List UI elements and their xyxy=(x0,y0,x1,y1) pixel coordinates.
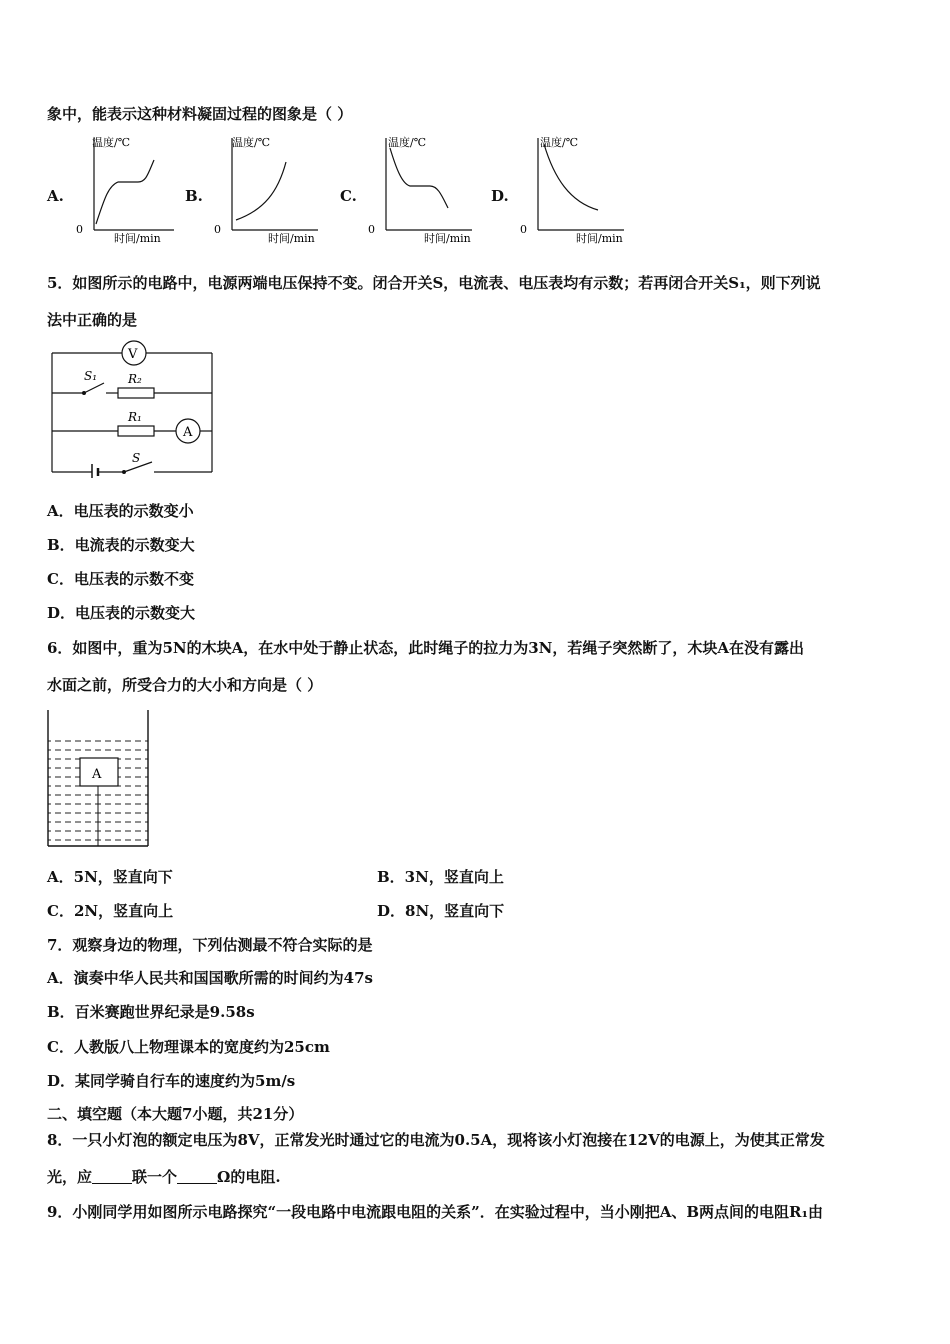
s1-label: S₁ xyxy=(84,369,98,383)
q7-option-b: B．百米赛跑世界纪录是9.58s xyxy=(47,1003,255,1021)
q9-stem-line1: 9．小刚同学用如图所示电路探究“一段电路中电流跟电阻的关系”．在实验过程中，当小刚把A、B两点间的电阻R₁由 xyxy=(47,1203,824,1221)
ammeter-label: A xyxy=(183,425,193,440)
q4-graph-c xyxy=(366,132,478,244)
q8-stem-line2 xyxy=(47,1166,281,1187)
graph-c-curve xyxy=(390,148,448,208)
graph-d-curve xyxy=(544,144,598,210)
q6-option-c: C．2N，竖直向上 xyxy=(47,902,174,920)
q7-stem: 7．观察身边的物理，下列估测最不符合实际的是 xyxy=(47,936,373,954)
q6-stem-line2: 水面之前，所受合力的大小和方向是（ ） xyxy=(47,676,323,694)
graph-c-xlabel: 时间/min xyxy=(424,232,471,244)
q5-stem-line2: 法中正确的是 xyxy=(47,311,138,329)
q5-stem-line1: 5．如图所示的电路中，电源两端电压保持不变。闭合开关S，电流表、电压表均有示数；若再闭合开关S₁，则下列说 xyxy=(47,274,821,292)
q6-stem-line1: 6．如图中，重为5N的木块A，在水中处于静止状态，此时绳子的拉力为3N，若绳子突然断了，木块A在没有露出 xyxy=(47,639,805,657)
r1-label: R₁ xyxy=(128,410,142,424)
q5-option-b: B．电流表的示数变大 xyxy=(47,536,195,554)
graph-c-origin: 0 xyxy=(368,223,375,236)
q4-option-a-label: A. xyxy=(47,187,64,205)
graph-d-origin: 0 xyxy=(520,223,527,236)
graph-a-curve xyxy=(96,160,154,224)
q8-blank-2[interactable] xyxy=(177,1169,217,1184)
q6-option-a: A．5N，竖直向下 xyxy=(47,868,173,886)
resistor-r2 xyxy=(118,388,154,398)
q4-option-b-label: B. xyxy=(185,187,203,205)
q4-option-c-label: C. xyxy=(340,187,357,205)
q8-stem-line1: 8．一只小灯泡的额定电压为8V，正常发光时通过它的电流为0.5A，现将该小灯泡接在12V的电源上，为使其正常发 xyxy=(47,1131,825,1149)
graph-d-ylabel: 温度/℃ xyxy=(540,136,579,149)
block-a-label: A xyxy=(92,767,102,782)
voltmeter-label: V xyxy=(128,347,138,362)
q5-circuit-diagram xyxy=(40,338,225,478)
r2-label: R₂ xyxy=(128,372,142,386)
q4-graph-d xyxy=(518,132,630,244)
q8-text-part1: 光，应 xyxy=(47,1168,93,1186)
graph-c-ylabel: 温度/℃ xyxy=(388,136,427,149)
q8-blank-1[interactable] xyxy=(92,1169,132,1184)
graph-b-xlabel: 时间/min xyxy=(268,232,315,244)
q4-option-d-label: D. xyxy=(491,187,509,205)
q4-stem-tail: 象中，能表示这种材料凝固过程的图象是（ ） xyxy=(47,105,353,123)
q4-graph-a xyxy=(74,132,184,244)
q8-text-part2: 联一个 xyxy=(132,1168,178,1186)
graph-b-curve xyxy=(236,162,286,220)
q7-option-a: A．演奏中华人民共和国国歌所需的时间约为47s xyxy=(47,969,373,987)
q5-option-a: A．电压表的示数变小 xyxy=(47,502,194,520)
s-label: S xyxy=(132,451,141,465)
q6-water-tank-diagram xyxy=(44,710,154,850)
graph-b-ylabel: 温度/℃ xyxy=(232,136,271,149)
graph-a-ylabel: 温度/℃ xyxy=(92,136,131,149)
switch-s1 xyxy=(84,383,104,393)
q7-option-c: C．人教版八上物理课本的宽度约为25cm xyxy=(47,1038,330,1056)
graph-a-xlabel: 时间/min xyxy=(114,232,161,244)
graph-b-origin: 0 xyxy=(214,223,221,236)
q8-text-part3: Ω的电阻. xyxy=(217,1168,281,1186)
q6-option-b: B．3N，竖直向上 xyxy=(377,868,504,886)
q5-option-d: D．电压表的示数变大 xyxy=(47,604,196,622)
q7-option-d: D．某同学骑自行车的速度约为5m/s xyxy=(47,1072,296,1090)
q4-graph-b xyxy=(212,132,324,244)
graph-a-origin: 0 xyxy=(76,223,83,236)
resistor-r1 xyxy=(118,426,154,436)
q5-option-c: C．电压表的示数不变 xyxy=(47,570,194,588)
section-fill-blank-heading: 二、填空题（本大题7小题，共21分） xyxy=(47,1105,304,1123)
q6-option-d: D．8N，竖直向下 xyxy=(377,902,505,920)
graph-d-xlabel: 时间/min xyxy=(576,232,623,244)
